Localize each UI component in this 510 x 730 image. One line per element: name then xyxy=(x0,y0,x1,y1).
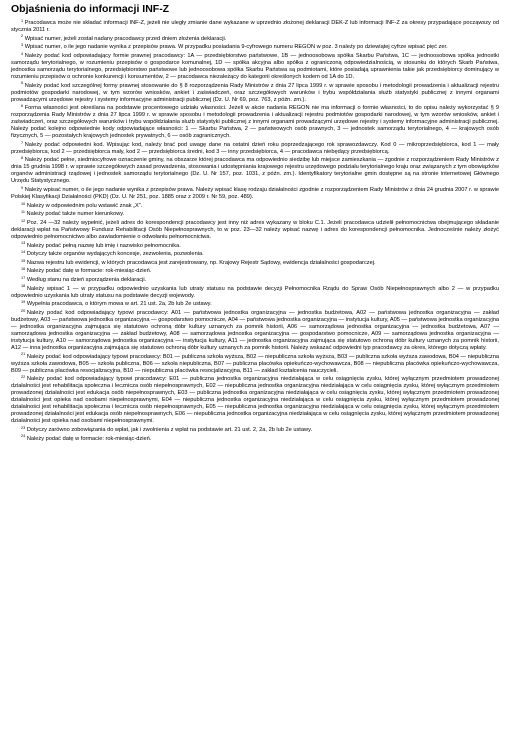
footnote xyxy=(11,376,499,425)
footnote xyxy=(11,310,499,352)
footnote xyxy=(11,220,499,241)
footnote-text: Należy podać pełną nazwę lub imię i nazwisko pełnomocnika. xyxy=(26,242,181,249)
footnote xyxy=(11,187,499,201)
footnotes-list xyxy=(11,20,499,443)
footnote-number: 22 xyxy=(21,375,26,379)
footnote-text: Należy podać odpowiedni kod. Wpisując kod, należy brać pod uwagę dane na ostatni dzień roku poprzedzającego rok sprawozdawczy. Kod 0 — mikroprzedsiębiorca, kod 1 — mały przedsiębiorca, kod 2 — przedsiębiorca mały, kod 2 — przedsiębiorca średni, kod 3 — inny przedsiębiorca, 4 — pracodawca niebędący przedsiębiorcą. xyxy=(11,141,499,155)
footnote xyxy=(11,286,499,300)
footnote xyxy=(11,44,499,51)
footnote-number: 20 xyxy=(21,308,26,313)
footnote-number: 11 xyxy=(21,210,25,215)
footnote xyxy=(11,260,499,267)
footnote-number: 2 xyxy=(21,34,24,39)
footnote-number: 6 xyxy=(21,103,24,108)
footnote-number: 15 xyxy=(21,258,26,263)
footnote xyxy=(11,301,499,308)
footnote-text: Poz. 24 —32 należy wypełnić, jeżeli adres do korespondencji pracodawcy jest inny niż adres wykazany w bloku C.1. Jeżeli pracodawca udzielił pełnomocnictwa obejmującego składanie deklaracji wpłat na Państwowy Fundusz Rehabilitacji Osób Niepełnosprawnych, to w poz. 23—32 należy wpisać nazwę i adres do korespondencji pełnomocnika. Jednocześnie należy złożyć odpowiednio pełnomocnictwo albo zawiadomienie o odwołaniu pełnomocnictwa. xyxy=(11,219,499,240)
footnote-number: 17 xyxy=(21,275,26,280)
footnote-number: 12 xyxy=(21,218,26,223)
footnote xyxy=(11,20,499,34)
footnote-text: Forma własności jest określana na podstawie procentowego udziału własności. Jeżeli w akcie nadania REGON nie ma informacji o formie własności, to do opisu należy wykorzystać § 9 rozporządzenia Rady Ministrów z dnia 27 lipca 1999 r. w sprawie sposobu i metodologii prowadzenia i aktualizacji rejestru podmiotów gospodarki narodowej, w tym wzorów wniosków, ankiet i zaświadczeń, oraz szczegółowych warunków i trybu współdziałania służb statystyki publicznej z innymi organami prowadzącymi urzędowe rejestry i systemy informacyjne administracji publicznej. Należy podać kolejno odpowiednie kody odpowiadające własności: 1 — Skarbu Państwa, 2 — państwowych osób prawnych, 3 — jednostek samorządu terytorialnego, 4 — krajowych osób fizycznych, 5 — pozostałych krajowych jednostek prywatnych, 6 — osób zagranicznych. xyxy=(11,105,499,140)
footnote xyxy=(11,105,499,140)
footnote-number: 19 xyxy=(21,300,26,305)
footnote-text: Należy w odpowiednim polu wstawić znak „X”. xyxy=(26,202,143,209)
footnote-number: 4 xyxy=(21,51,24,56)
footnote-number: 7 xyxy=(21,140,24,145)
footnote-number: 5 xyxy=(21,81,24,86)
footnote-number: 14 xyxy=(21,250,26,254)
footnote-text: Wpisać numer, o ile jego nadanie wynika z przepisów prawa. W przypadku posiadania 9-cyfrowego numeru REGON w poz. 3 należy po dziewiątej cyfrze wpisać pięć zer. xyxy=(24,44,448,51)
footnote-number: 23 xyxy=(21,425,26,430)
footnote-number: 16 xyxy=(21,267,26,272)
footnote xyxy=(11,203,499,210)
footnote xyxy=(11,142,499,156)
footnote-number: 21 xyxy=(21,352,26,357)
footnote-text: Należy wpisać 1 — w przypadku odpowiednio uzyskania lub utraty statusu na podstawie decyzji Pełnomocnika Rządu do Spraw Osób Niepełnosprawnych albo 2 — w przypadku odpowiednio uzyskania lub utraty statusu na podstawie decyzji wojewody. xyxy=(11,285,499,299)
footnote-text: Należy podać datę w formacie: rok-miesiąc-dzień. xyxy=(26,435,152,442)
footnote-number: 24 xyxy=(21,434,26,439)
footnote xyxy=(11,277,499,284)
footnote-number: 13 xyxy=(21,241,26,246)
footnote-text: Należy podać kod szczególnej formy prawnej stosowanie do § 8 rozporządzenia Rady Ministrów z dnia 27 lipca 1999 r. w sprawie sposobu i metodologii prowadzenia i aktualizacji rejestru podmiotów gospodarki narodowej, w tym wzorów wniosków, ankiet i zaświadczeń, oraz szczegółowych warunków i trybu współdziałania służb statystyki publicznej z innymi organami prowadzącymi urzędowe rejestry i systemy informacyjne administracji publicznej (Dz. U. Nr 69, poz. 763, z późn. zm.). xyxy=(11,82,499,103)
document-title: Objaśnienia do informacji INF-Z xyxy=(11,3,170,15)
footnote-number: 10 xyxy=(21,201,26,206)
footnote xyxy=(11,268,499,275)
footnote-text: Należy podać kod odpowiadający typowi pracodawcy: E01 — publiczna jednostka organizacyjna niedziałająca w celu osiągnięcia zysku, której wyłącznym przedmiotem prowadzonej działalności jest rehabilitacja społeczna i lecznicza osób niepełnosprawnych, E02 — niepubliczna jednostka organizacyjna niedziałająca w celu osiągnięcia zysku, której wyłącznym przedmiotem prowadzonej działalności jest edukacja osób niepełnosprawnych, E03 — publiczna jednostka organizacyjna niedziałająca w celu osiągnięcia zysku, której wyłącznym przedmiotem prowadzonej działalności jest opieka nad osobami niepełnosprawnymi, E04 — niepubliczna jednostka organizacyjna niedziałająca w celu osiągnięcia zysku, której wyłącznym przedmiotem prowadzonej działalności jest rehabilitacja społeczna i lecznicza osób niepełnosprawnych, E05 — niepubliczna jednostka organizacyjna niedziałająca w celu osiągnięcia zysku, której wyłącznym przedmiotem prowadzonej działalności jest edukacja osób niepełnosprawnych, E06 — niepubliczna jednostka organizacyjna niedziałająca w celu osiągnięcia zysku, której wyłącznym przedmiotem prowadzonej działalności jest opieka nad osobami niepełnosprawnymi. xyxy=(11,376,499,425)
footnote-text: Dotyczy zarówno zobowiązania do wpłat, jak i zwolnienia z wpłat na podstawie art. 21 ust. 2, 2a, 2b lub 2e ustawy. xyxy=(26,426,313,433)
footnote-text: Według stanu na dzień sporządzenia deklaracji. xyxy=(26,277,147,284)
footnote-text: Należy podać datę w formacie: rok-miesiąc-dzień. xyxy=(26,268,152,275)
footnote xyxy=(11,427,499,434)
footnote-number: 18 xyxy=(21,284,26,289)
footnote xyxy=(11,83,499,104)
footnote xyxy=(11,211,499,218)
footnote-text: Należy podać także numer kierunkowy. xyxy=(26,211,125,218)
footnote xyxy=(11,36,499,43)
footnote-number: 8 xyxy=(21,156,24,161)
footnote-number: 9 xyxy=(21,185,24,190)
footnote-text: Należy podać kod odpowiadający typowi pracodawcy: A01 — państwowa jednostka organizacyjna — jednostka budżetowa, A02 — państwowa jednostka organizacyjna — zakład budżetowy, A03 — państwowa jednostka organizacyjna — gospodarstwo pomocnicze, A04 — państwowa jednostka organizacyjna — instytucja kultury, A05 — państwowa jednostka organizacyjna — jednostka organizacyjna zajmująca się statutowo ochroną dóbr kultury uznanych za pomnik historii, A06 — samorządowa jednostka organizacyjna — jednostka budżetowa, A07 — samorządowa jednostka organizacyjna — zakład budżetowy, A08 — samorządowa jednostka organizacyjna — gospodarstwo pomocnicze, A09 — samorządowa jednostka organizacyjna — instytucja kultury, A10 — samorządowa jednostka organizacyjna — instytucja kultury, A11 — jednostka organizacyjna zajmująca się statutowo ochroną dóbr kultury uznanych za pomnik historii, A12 — inna jednostka organizacyjna zajmująca się statutowo ochroną dóbr kultury uznanych za pomnik historii. Należy wskazać odpowiedni typ pracodawcy za okres, którego dotyczą wpłaty. xyxy=(11,309,499,351)
footnote-text: Nazwa rejestru lub ewidencji, w których pracodawca jest zarejestrowany, np. Krajowy Rejestr Sądowy, ewidencja działalności gospodarczej. xyxy=(26,259,376,266)
footnote-number: 3 xyxy=(21,43,24,48)
footnote-text: Wpisać numer, jeżeli został nadany pracodawcy przed dniem złożenia deklaracji. xyxy=(24,35,227,42)
footnote-text: Należy podać kod odpowiadający formie prawnej pracodawcy: 1A — przedsiębiorstwo państwowe, 1B — jednoosobowa spółka Skarbu Państwa, 1C — jednoosobowa spółka jednostki samorządu terytorialnego, w rozumieniu przepisów o gospodarce komunalnej, 1D — spółka akcyjna albo spółka z ograniczoną odpowiedzialnością, w stosunku do których Skarb Państwa, jednostka samorządu terytorialnego, przedsiębiorstwo państwowe lub jednoosobowa spółka Skarbu Państwa są podmiotami, które posiadają uprawnienia takie jak przedsiębiorcy dominujący w rozumieniu przepisów o ochronie konkurencji i konsumentów, 2 — pracodawca niezależący do kategorii określonych kodem od 1A do 1D. xyxy=(11,52,499,80)
footnote-number: 1 xyxy=(21,18,24,23)
footnote xyxy=(11,436,499,443)
footnote xyxy=(11,354,499,375)
footnote xyxy=(11,53,499,81)
footnote-text: Pracodawca może nie składać informacji INF-Z, jeżeli nie uległy zmianie dane wykazane w uprzednio złożonej deklaracji DEK-Z lub informacji INF-Z za okresy przypadające począwszy od stycznia 2011 r. xyxy=(11,20,499,34)
footnote-text: Dotyczy także organów wydających koncesje, zezwolenia, pozwolenia. xyxy=(26,251,204,258)
footnote-text: Należy wpisać numer, o ile jego nadanie wynika z przepisów prawa. Należy wpisać klasę rodzaju działalności zgodnie z rozporządzeniem Rady Ministrów z dnia 24 grudnia 2007 r. w sprawie Polskiej Klasyfikacji Działalności (PKD) (Dz. U. Nr 251, poz. 1885 oraz z 2009 r. Nr 59, poz. 489). xyxy=(11,187,499,201)
footnote xyxy=(11,157,499,185)
footnote-text: Należy podać kod odpowiadający typowi pracodawcy: B01 — publiczna szkoła wyższa, B02 — niepubliczna szkoła wyższa, B03 — publiczna szkoła wyższa zawodowa, B04 — niepubliczna wyższa szkoła zawodowa, B05 — szkoła publiczna, B06 — szkoła niepubliczna, B07 — publiczna placówka opiekuńczo-wychowawcza, B08 — niepubliczna placówka opiekuńczo-wychowawcza, B09 — publiczna placówka resocjalizacyjna, B10 — niepubliczna placówka resocjalizacyjna, B11 — zakład kształcenia nauczycieli. xyxy=(11,353,500,374)
footnote-text: Wypełnia pracodawca, o którym mowa w art. 21 ust. 2a, 2b lub 2e ustawy. xyxy=(26,301,212,308)
footnote xyxy=(11,251,499,258)
footnote-text: Należy podać pełne, siedmiocyfrowe oznaczenie gminy, na obszarze której pracodawca ma odpowiednio siedzibę lub miejsce zamieszkania — zgodnie z rozporządzeniem Rady Ministrów z dnia 15 grudnia 1998 r. w sprawie szczegółowych zasad prowadzenia, stosowania i udostępniania krajowego rejestru urzędowego podziału terytorialnego kraju oraz związanych z tym obowiązków organów administracji rządowej i jednostek samorządu terytorialnego (Dz. U. Nr 157, poz. 1031, z późn. zm.). Identyfikatory terytorialne gmin dostępne są na stronie internetowej Głównego Urzędu Statystycznego. xyxy=(11,157,499,185)
footnote xyxy=(11,243,499,250)
